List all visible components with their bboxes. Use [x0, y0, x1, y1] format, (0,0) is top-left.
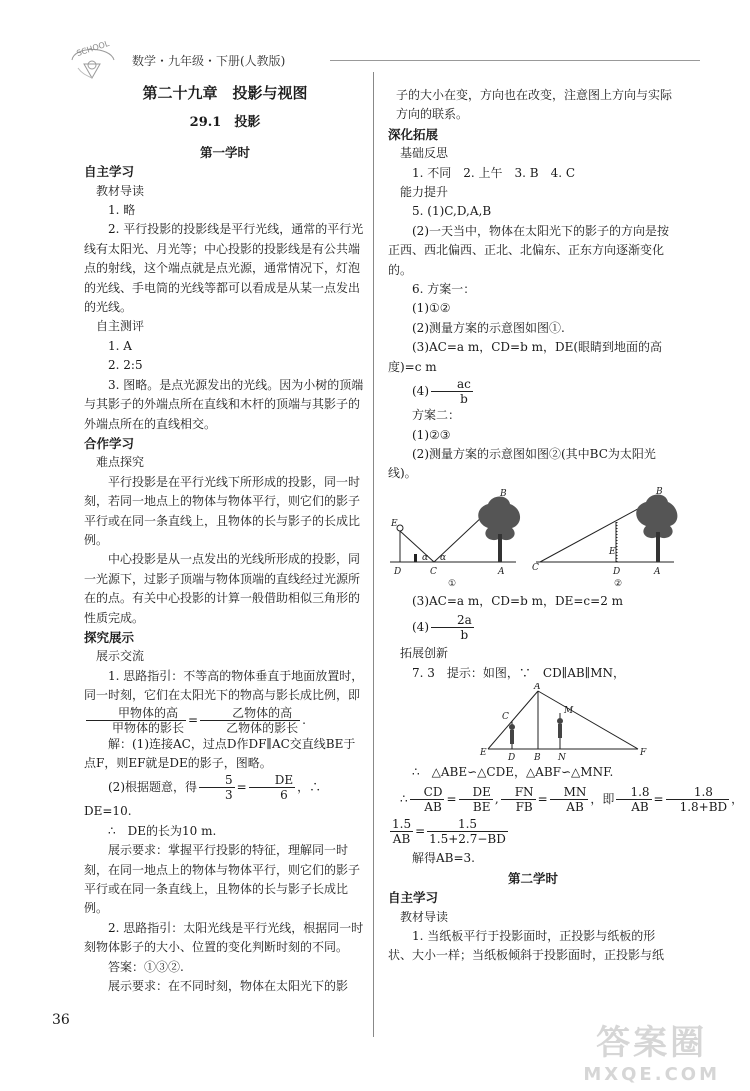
- heading-hzxx: 合作学习: [84, 435, 135, 451]
- header-title: 数学・九年级・下册(人教版): [132, 54, 286, 68]
- para-j1: 1. 当纸板平行于投影面时，正投影与纸板的形状、大小一样；当纸板倾斜于投影面时，正投影与纸: [388, 928, 665, 963]
- svg-text:F: F: [640, 747, 647, 758]
- sub-nlts: 能力提升: [400, 185, 449, 200]
- svg-text:C: C: [430, 566, 437, 577]
- para-nd1: 平行投影是在平行光线下所形成的投影，同一时刻，若同一地点上的物体与物体平行，则它们的影子平行或在同一条直线上，且物体的长与影子的长成比例。: [84, 474, 361, 547]
- svg-text:D: D: [508, 752, 516, 763]
- sub-tzcx: 拓展创新: [400, 646, 449, 661]
- para-n5: 5. (1)C,D,A,B: [412, 204, 492, 219]
- svg-text:E: E: [480, 747, 487, 758]
- para-e1c: (2)根据题意，得 $\frac{5}{3}$ = $\frac{DE}{6}$ ，∴ DE=10.: [84, 773, 334, 819]
- para-nd2: 中心投影是从一点发出的光线所形成的投影，同一光源下，过影子顶端与物体顶端的直线经过光源所在的点。有关中心投影的计算一般借助相似三角形的性质完成。: [84, 552, 361, 625]
- para-e2a: 2. 思路指引：太阳光线是平行光线，根据同一时刻物体影子的大小、位置的变化判断时刻的不同。: [84, 920, 364, 955]
- lesson-2-title: 第二学时: [507, 870, 558, 886]
- logo-text: SCHOOL: [75, 39, 111, 58]
- figure-1-caption: ①: [448, 578, 457, 589]
- para-m3: (3)AC=a m，CD=b m，DE=c=2 m: [412, 593, 624, 608]
- para-t8: ∴ △ABE∽△CDE，△ABF∽△MNF.: [412, 764, 614, 779]
- svg-text:B: B: [534, 752, 541, 763]
- svg-text:D: D: [394, 566, 402, 577]
- figures-1-2: [388, 484, 678, 592]
- figure-2: [532, 487, 677, 589]
- para-n64: (4) $\frac{ac}{b}$: [412, 377, 471, 407]
- fraction-6: $\frac{2a}{b}$: [431, 613, 474, 642]
- section-title: 29.1 投影: [189, 115, 261, 131]
- svg-text:E: E: [391, 518, 398, 529]
- svg-text:C: C: [532, 562, 539, 573]
- svg-text:N: N: [558, 752, 566, 763]
- para-c1: 1. A: [108, 338, 132, 353]
- svg-text:B: B: [500, 488, 507, 499]
- sub-zzcp: 自主测评: [96, 319, 145, 334]
- svg-text:α: α: [440, 552, 447, 563]
- para-e1b: 解：(1)连接AC，过点D作DF∥AC交直线BE于点F，则EF就是DE的影子，图略。: [84, 736, 356, 770]
- para-l1: 1. 略: [108, 203, 136, 218]
- para-c3: 3. 图略。是点光源发出的光线。因为小树的顶端与其影子的外端点所在直线和木杆的顶端与其影子的外端点所在的直线相交。: [84, 377, 364, 431]
- para-t7: 7. 3 提示：如图，∵ CD∥AB∥MN，: [412, 665, 626, 680]
- para-n6: 6. 方案一：: [412, 282, 476, 297]
- sub-ndtj: 难点探究: [96, 455, 145, 470]
- header-rule: [330, 60, 700, 61]
- svg-text:α: α: [422, 552, 429, 563]
- svg-text:E: E: [609, 546, 616, 557]
- e1a-text: 1. 思路指引：不等高的物体垂直于地面放置时，同一时刻，它们在太阳光下的物高与影长成比例，即: [84, 668, 364, 703]
- fraction-4: $\frac{DE}{6}$: [249, 773, 295, 802]
- svg-text:D: D: [613, 566, 621, 577]
- left-column: [84, 70, 366, 996]
- para-c2: 2. 2:5: [108, 358, 143, 373]
- para-e1a: 1. 思路指引：不等高的物体垂直于地面放置时，同一时刻，它们在太阳光下的物高与影长成比例，即 $\frac{\text{甲物体的高}}{\text{甲物体的影长}}$ = $\frac{\text{乙物体的高}}{\text{乙物体的影长}}$ .: [84, 668, 364, 735]
- para-fa2: 方案二：: [412, 408, 461, 423]
- para-n5b: (2)一天当中，物体在太阳光下的影子的方向是按正西、西北偏西、正北、北偏东、正东方向逐渐变化的。: [388, 223, 669, 277]
- watermark-line2: MXQE.COM: [583, 1064, 720, 1085]
- column-divider: [373, 72, 374, 1037]
- heading-shtz: 深化拓展: [388, 126, 439, 142]
- heading-zzxx-2: 自主学习: [388, 890, 439, 906]
- lesson-1-title: 第一学时: [199, 144, 250, 160]
- sub-zsjl: 展示交流: [96, 649, 145, 664]
- svg-text:A: A: [654, 566, 661, 577]
- fraction-2: $\frac{\text{乙物体的高}}{\text{乙物体的影长}}$: [200, 706, 300, 735]
- para-m1: (1)②③: [412, 427, 451, 442]
- para-e1d: ∴ DE的长为10 m.: [108, 823, 217, 838]
- heading-zzxx: 自主学习: [84, 164, 135, 180]
- page-number: 36: [52, 1012, 70, 1028]
- figure-1: [390, 489, 520, 589]
- sub-jcfs: 基础反思: [400, 146, 449, 161]
- para-t9: ∴ $\frac{CD}{AB}$ = $\frac{DE}{BE}$ , $\frac{FN}{FB}$ = $\frac{MN}{AB}$ ，即 $\frac{1.8}{AB}$ = $\frac{1.8}{1.8+BD}$ ，: [400, 785, 744, 815]
- chapter-title: 第二十九章 投影与视图: [142, 84, 308, 102]
- svg-text:B: B: [656, 486, 663, 497]
- figure-3: [388, 683, 678, 763]
- para-e1e: 展示要求：掌握平行投影的特征，理解同一时刻，在同一地点上的物体与物体平行，则它们的影子平行或在同一条直线上，且物体的长与影子长成比例。: [84, 843, 361, 916]
- svg-text:M: M: [564, 705, 574, 716]
- svg-text:C: C: [502, 711, 509, 722]
- watermark-line1: 答案圈: [596, 1023, 708, 1063]
- para-m4: (4) $\frac{2a}{b}$: [412, 613, 472, 643]
- heading-tjzs: 探究展示: [84, 629, 135, 645]
- sub-jcdd: 教材导读: [96, 183, 145, 198]
- figure-2-caption: ②: [614, 578, 623, 589]
- fraction-1: $\frac{\text{甲物体的高}}{\text{甲物体的影长}}$: [86, 706, 186, 735]
- svg-text:A: A: [498, 566, 505, 577]
- para-e2c: 展示要求：在不同时刻，物体在太阳光下的影: [108, 979, 349, 994]
- figure-3-svg: [388, 683, 678, 763]
- para-t9b: $\frac{1.5}{AB}$ = $\frac{1.5}{1.5+2.7-BD}$: [392, 817, 506, 847]
- right-column: [388, 86, 744, 966]
- para-r0: 子的大小在变，方向也在改变，注意图上方向与实际方向的联系。: [396, 88, 673, 122]
- sub-jcdd-2: 教材导读: [400, 909, 449, 924]
- figure-1-2-svg: [388, 484, 678, 592]
- watermark: [583, 1015, 720, 1085]
- fraction-5: $\frac{ac}{b}$: [431, 377, 473, 406]
- para-l2: 2. 平行投影的投影线是平行光线，通常的平行光线有太阳光、月光等；中心投影的投影线是有公共端点的射线，这个端点就是点光源，通常情况下，灯泡的光线、手电筒的光线等都可以看成是从某一点发出的光线。: [84, 222, 364, 315]
- para-n62: (2)测量方案的示意图如图①.: [412, 320, 565, 335]
- para-n63: (3)AC=a m，CD=b m，DE(眼睛到地面的高度)=c m: [388, 340, 663, 374]
- svg-text:A: A: [534, 682, 541, 692]
- para-b1: 1. 不同 2. 上午 3. B 4. C: [412, 165, 576, 180]
- fraction-3: $\frac{5}{3}$: [199, 773, 235, 802]
- para-n61: (1)①②: [412, 301, 451, 316]
- para-m2: (2)测量方案的示意图如图②(其中BC为太阳光线)。: [388, 446, 656, 481]
- para-t10: 解得AB=3.: [412, 851, 475, 866]
- para-e2b: 答案：①③②.: [108, 959, 184, 974]
